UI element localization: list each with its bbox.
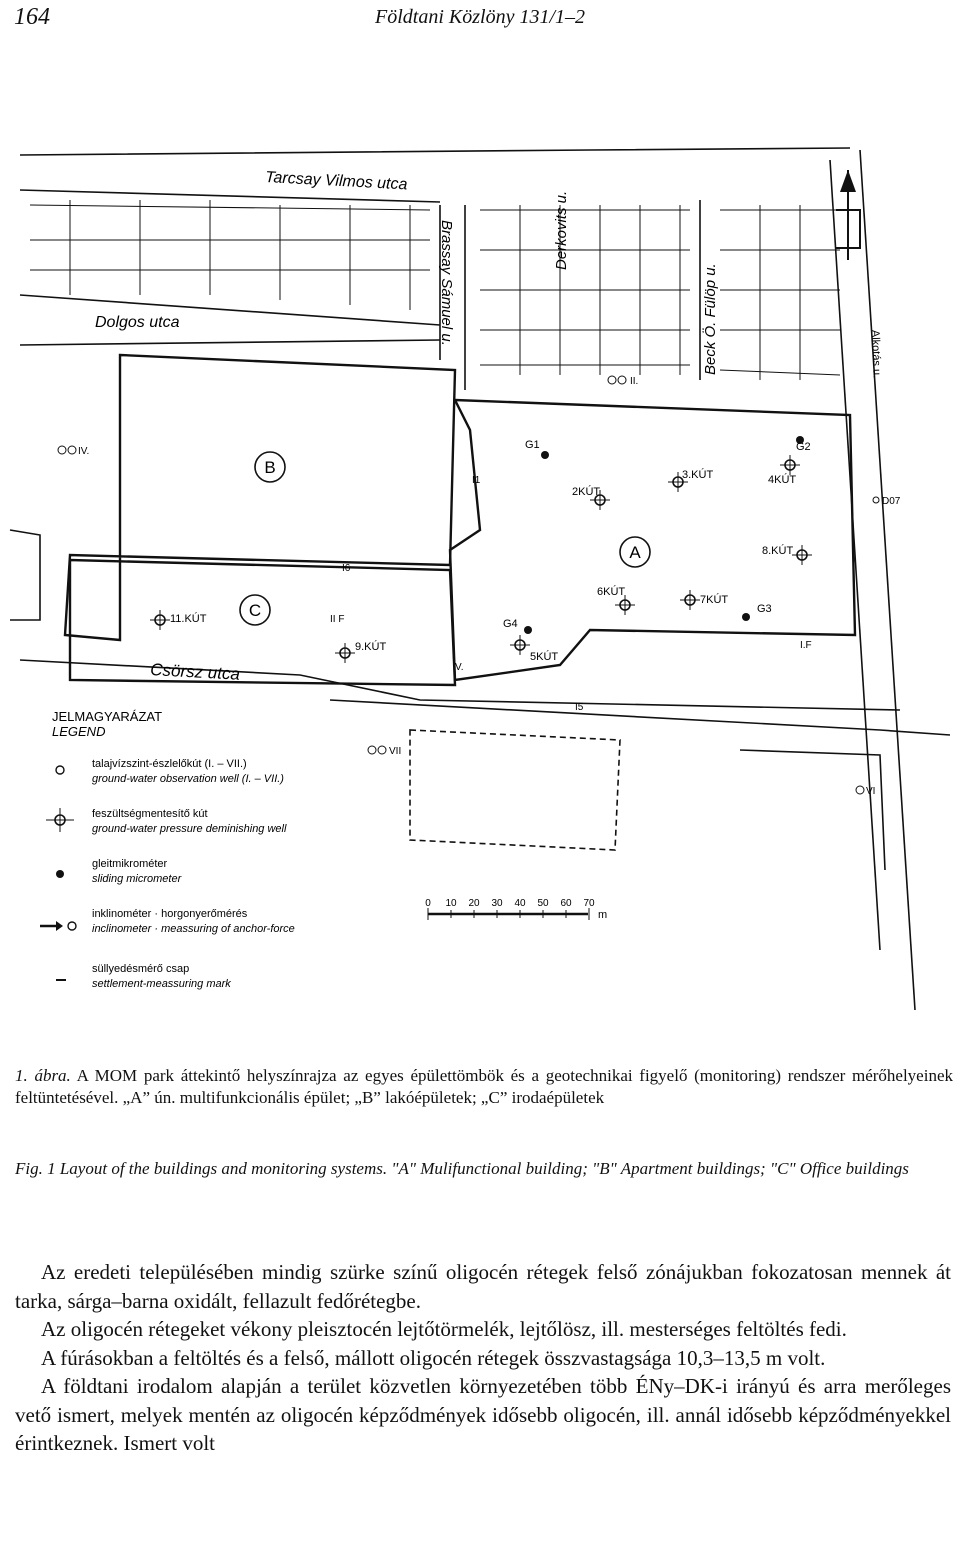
well-marker-icon: [150, 610, 170, 630]
well-label-9: 9.KÚT: [355, 641, 387, 653]
pressure-well-icon: [46, 808, 74, 832]
micrometer-dot: [541, 451, 549, 459]
observation-well-icon: [56, 766, 64, 774]
scale-tick-60: 60: [560, 898, 572, 909]
street-dolgos: Dolgos utca: [95, 314, 180, 331]
scale-tick-0: 0: [425, 898, 431, 909]
scale-tick-10: 10: [445, 898, 457, 909]
dolgos-street-line-south: [20, 340, 440, 345]
building-a-outline: [450, 400, 855, 680]
misc-label-if: I.F: [800, 640, 812, 651]
street-brassay: Brassay Sámuel u.: [438, 220, 455, 346]
gauge-label-g4: G4: [503, 618, 518, 630]
site-map-figure: [0, 130, 960, 1010]
micrometer-layer: [503, 436, 811, 634]
inclinometer-label-i6: I6: [342, 563, 351, 574]
legend-item-2-hu: feszültségmentesítő kút: [92, 808, 208, 820]
alkotas-street-line-west: [830, 160, 880, 950]
tarcsay-street-line: [20, 148, 850, 155]
well-label-3: 3.KÚT: [682, 469, 714, 481]
street-alkotas: Alkotás u.: [869, 329, 883, 379]
caption-text-hu: A MOM park áttekintő helyszínrajza az egyes épülettömbök és a geotechnikai figyelő (monitoring) rendszer mérőhelyeinek feltüntetésével. „A” ún. multifunkcionális épület; „B” lakóépületek; „C” irodaépületek: [15, 1066, 953, 1108]
misc-label-iif: II F: [330, 614, 345, 625]
south-east-structure: [740, 750, 885, 870]
legend-item-5-hu: süllyedésmérő csap: [92, 963, 190, 975]
scale-unit: m: [598, 909, 608, 921]
north-arrow-icon: [836, 170, 860, 260]
inclinometer-label-i1: I1: [472, 475, 481, 486]
observation-layer: [58, 376, 901, 797]
scale-tick-50: 50: [537, 898, 549, 909]
building-b-label: [255, 452, 285, 482]
legend-item-3-hu: gleitmikrométer: [92, 858, 168, 870]
misc-label-d07: D07: [882, 496, 901, 507]
legend-item-5-en: settlement-meassuring mark: [92, 978, 231, 990]
figure-caption-english: Fig. 1 Layout of the buildings and monitoring systems. "A" Mulifunctional building; "B" Apartment buildings; "C" Office buildings: [15, 1159, 909, 1178]
scale-tick-40: 40: [514, 898, 526, 909]
caption-label: 1. ábra.: [15, 1066, 71, 1085]
street-csorsz: Csörsz utca: [149, 660, 241, 684]
building-a-label: [620, 537, 650, 567]
alkotas-street-line: [860, 150, 915, 1010]
west-building-fragment: [10, 530, 40, 620]
building-c-label: [240, 595, 270, 625]
building-b-outline: [65, 355, 455, 640]
well-label-4: 4KÚT: [768, 474, 797, 486]
figure-caption-hungarian: [15, 1065, 953, 1109]
street-beck: Beck Ö. Fülöp u.: [702, 263, 719, 375]
svg-text:B: B: [264, 458, 276, 477]
sliding-micrometer-icon: [56, 870, 64, 878]
legend-item-1-en: ground-water observation well (I. – VII.): [92, 773, 284, 785]
legend-title: JELMAGYARÁZAT: [52, 709, 163, 724]
site-map: [0, 130, 960, 1010]
well-marker-icon: [615, 595, 635, 615]
obs-well-iv: IV.: [78, 446, 90, 457]
legend-item-2-en: ground-water pressure deminishing well: [92, 823, 287, 835]
well-marker-icon: [335, 643, 355, 663]
journal-title: Földtani Közlöny 131/1–2: [375, 6, 585, 28]
obs-well-vii: VII: [389, 746, 402, 757]
svg-text:C: C: [248, 601, 262, 620]
micrometer-dot: [742, 613, 750, 621]
street-derkovits: Derkovits u.: [553, 190, 570, 270]
well-marker-icon: [510, 635, 530, 655]
page-header: [0, 0, 960, 40]
svg-text:A: A: [629, 543, 641, 562]
scale-tick-30: 30: [491, 898, 503, 909]
obs-well-v: V.: [455, 662, 464, 673]
body-paragraph: A földtani irodalom alapján a terület közvetlen környezetében több ÉNy–DK-i irányú és arra merőleges vető ismert, melyek mentén az oligocén képződmények idősebb oligocén, ill. annál idősebb képződményekkel érintkeznek. Ismert volt: [15, 1374, 951, 1456]
well-marker-icon: [680, 590, 700, 610]
dolgos-street-line: [20, 295, 440, 325]
legend-item-3-en: sliding micrometer: [92, 873, 182, 885]
legend-item-1-hu: talajvízszint-észlelőkút (I. – VII.): [92, 758, 247, 770]
legend-subtitle: LEGEND: [52, 724, 106, 739]
body-paragraph: Az eredeti településében mindig szürke színű oligocén rétegek felső zónájukban fokozatosan mennek át tarka, sárga–barna oxidált, fellazult fedőrétegbe.: [15, 1260, 951, 1313]
well-label-5: 5KÚT: [530, 651, 559, 663]
gauge-label-g2: G2: [796, 441, 811, 453]
well-label-6: 6KÚT: [597, 586, 626, 598]
street-tarcsay: Tarcsay Vilmos utca: [264, 169, 408, 194]
gauge-label-g1: G1: [525, 439, 540, 451]
gauge-label-g3: G3: [757, 603, 772, 615]
well-marker-icon: [780, 455, 800, 475]
body-text: [15, 1258, 951, 1458]
legend-item-4-hu: inklinométer · horgonyerőmérés: [92, 908, 248, 920]
scale-tick-20: 20: [468, 898, 480, 909]
scale-bar: [425, 898, 607, 921]
obs-well-ii: II.: [630, 376, 639, 387]
inclinometer-arrow-icon: [40, 921, 76, 931]
inclinometer-label-i5: I5: [575, 702, 584, 713]
south-structure-dashed: [410, 730, 620, 850]
well-label-2: 2KÚT: [572, 486, 601, 498]
well-label-11: 11.KÚT: [170, 613, 207, 625]
map-legend: [40, 709, 295, 990]
legend-item-4-en: inclinometer · meassuring of anchor-force: [92, 923, 295, 935]
body-paragraph: A fúrásokban a feltöltés és a felső, mállott oligocén rétegek összvastagsága 10,3–13,5 m volt.: [41, 1345, 826, 1370]
well-label-7: 7KÚT: [700, 594, 729, 606]
well-label-8: 8.KÚT: [762, 545, 794, 557]
obs-well-vi: VI: [866, 786, 876, 797]
well-marker-icon: [792, 545, 812, 565]
page-number: 164: [14, 4, 50, 30]
body-paragraph: Az oligocén rétegeket vékony pleisztocén lejtőtörmelék, lejtőlösz, ill. mesterséges feltöltés fedi.: [41, 1317, 847, 1342]
scale-tick-70: 70: [583, 898, 595, 909]
micrometer-dot: [524, 626, 532, 634]
